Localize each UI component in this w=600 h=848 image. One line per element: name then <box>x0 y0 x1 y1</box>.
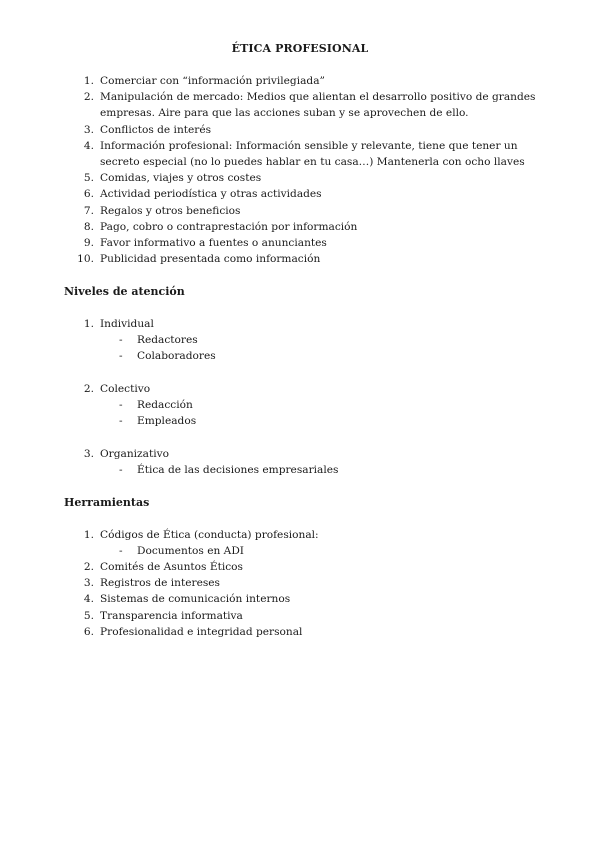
page-title: ÉTICA PROFESIONAL <box>231 42 369 55</box>
dash-bullet: - <box>119 350 123 363</box>
list-number: 2. <box>83 561 94 573</box>
list-item <box>0 251 600 267</box>
list-number: 6. <box>83 188 94 201</box>
list-item <box>0 219 600 235</box>
list-number: 8. <box>83 220 94 233</box>
list-text: Manipulación de mercado: Medios que alientan el desarrollo positivo de grandes empresas. Aire para que las acciones suban y se aprovechen de ello. <box>100 91 536 120</box>
list-number: 3. <box>83 577 94 590</box>
list-text: Transparencia informativa <box>100 609 243 622</box>
sub-list <box>0 543 600 559</box>
list-text: Colectivo <box>100 383 151 395</box>
sub-list-item <box>0 413 600 429</box>
list-text: Registros de intereses <box>100 577 220 590</box>
sub-list-text: Empleados <box>137 415 197 428</box>
sub-list-text: Redactores <box>137 334 198 346</box>
list-number: 1. <box>83 529 94 541</box>
sub-list-item <box>0 332 600 348</box>
list-number: 10. <box>77 253 94 266</box>
list-item <box>0 138 600 170</box>
sub-list-text: Documentos en ADI <box>137 545 244 557</box>
section-heading-niveles: Niveles de atención <box>64 285 185 298</box>
sub-list-item <box>0 543 600 559</box>
list-item <box>0 186 600 202</box>
list-item <box>0 122 600 138</box>
list-number: 5. <box>83 609 94 622</box>
list-item <box>0 203 600 219</box>
list-item <box>0 89 600 121</box>
niveles-list <box>0 316 600 332</box>
list-text: Comités de Asuntos Éticos <box>100 561 243 573</box>
sub-list-text: Redacción <box>137 399 193 411</box>
list-item <box>0 624 600 640</box>
dash-bullet: - <box>119 334 123 346</box>
sub-list <box>0 332 600 364</box>
sub-list <box>0 462 600 478</box>
herramientas-list <box>0 527 600 543</box>
niveles-list <box>0 381 600 397</box>
list-item <box>0 559 600 575</box>
list-text: Comidas, viajes y otros costes <box>100 172 262 185</box>
list-item <box>0 170 600 186</box>
dash-bullet: - <box>119 415 123 428</box>
list-text: Información profesional: Información sensible y relevante, tiene que tener un secreto especial (no lo puedes hablar en tu casa…) Mantenerla con ocho llaves <box>100 139 525 169</box>
list-number: 5. <box>83 172 94 185</box>
list-number: 2. <box>83 383 94 395</box>
main-list <box>0 73 600 267</box>
list-item <box>0 527 600 543</box>
list-number: 3. <box>83 448 94 460</box>
niveles-list <box>0 446 600 462</box>
sub-list-text: Colaboradores <box>137 350 216 363</box>
list-text: Actividad periodística y otras actividades <box>100 188 322 201</box>
list-number: 7. <box>83 204 94 217</box>
list-text: Individual <box>100 318 154 330</box>
list-item <box>0 608 600 624</box>
list-text: Sistemas de comunicación internos <box>100 593 291 606</box>
list-number: 6. <box>83 625 94 638</box>
list-text: Conflictos de interés <box>100 123 212 136</box>
section-heading-herramientas: Herramientas <box>64 496 150 509</box>
list-item <box>0 575 600 591</box>
sub-list-item <box>0 397 600 413</box>
list-item <box>0 446 600 462</box>
dash-bullet: - <box>119 545 123 557</box>
list-item <box>0 235 600 251</box>
dash-bullet: - <box>119 464 123 476</box>
herramientas-list <box>0 559 600 640</box>
list-number: 2. <box>83 91 94 104</box>
list-text: Pago, cobro o contraprestación por información <box>100 220 358 233</box>
list-text: Regalos y otros beneficios <box>100 204 241 217</box>
sub-list-item <box>0 462 600 478</box>
list-text: Publicidad presentada como información <box>100 253 321 266</box>
list-text: Comerciar con “información privilegiada” <box>100 75 325 87</box>
list-number: 1. <box>83 318 94 330</box>
list-number: 9. <box>83 237 94 250</box>
list-text: Profesionalidad e integridad personal <box>100 625 303 638</box>
list-item <box>0 591 600 607</box>
list-number: 4. <box>83 593 94 606</box>
list-item <box>0 316 600 332</box>
list-item <box>0 381 600 397</box>
list-text: Organizativo <box>100 448 169 460</box>
sub-list-item <box>0 348 600 364</box>
sub-list <box>0 397 600 429</box>
list-text: Favor informativo a fuentes o anunciantes <box>100 237 327 250</box>
list-number: 4. <box>83 139 94 152</box>
dash-bullet: - <box>119 399 123 411</box>
list-number: 1. <box>83 75 94 87</box>
sub-list-text: Ética de las decisiones empresariales <box>137 464 339 476</box>
list-number: 3. <box>83 123 94 136</box>
list-text: Códigos de Ética (conducta) profesional: <box>100 529 319 541</box>
list-item <box>0 73 600 89</box>
